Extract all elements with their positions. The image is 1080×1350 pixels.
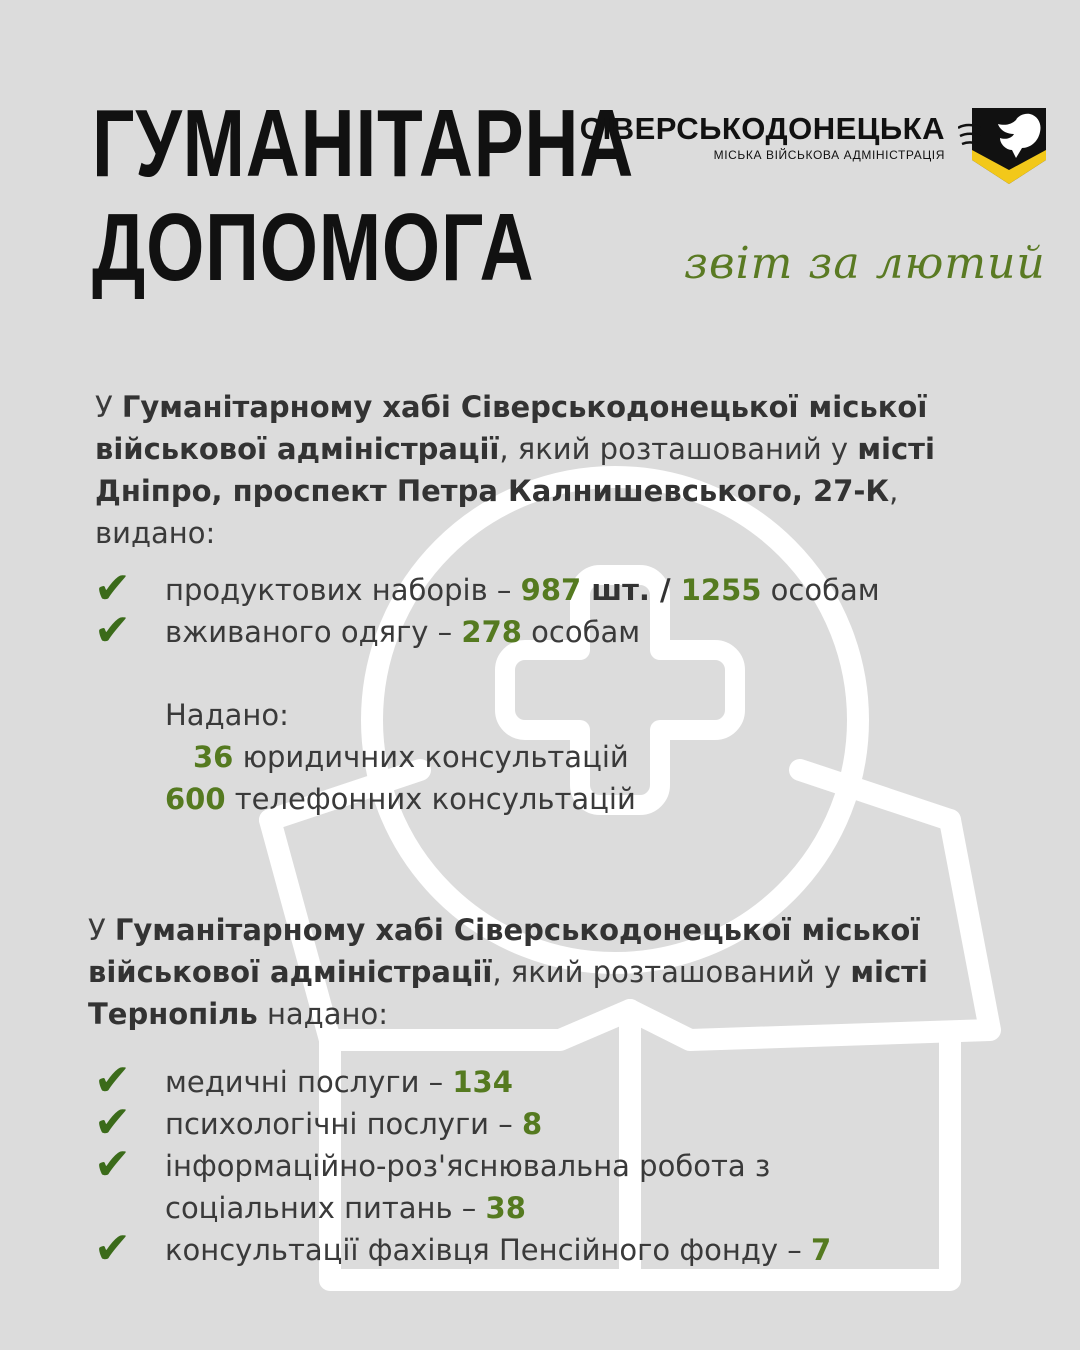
dnipro-issued-list — [92, 563, 880, 656]
list-item: ✔ вживаного одягу – 278 особам — [94, 605, 641, 656]
logo-name: СІВЕРСЬКОДОНЕЦЬКА — [579, 111, 945, 146]
list-item: ✔ медичні послуги – 134 — [94, 1055, 513, 1106]
title-line-1: ГУМАНІТАРНА — [92, 90, 635, 197]
list-item: ✔ інформаційно-роз'яснювальна робота з соціальних питань – 38 — [94, 1139, 771, 1225]
check-icon: ✔ — [94, 1097, 131, 1148]
ternopil-hub-name: Гуманітарному хабі Сіверськодонецької міської військової адміністрації — [88, 913, 921, 989]
city-emblem-icon — [958, 104, 1050, 186]
logo-subtitle: МІСЬКА ВІЙСЬКОВА АДМІНІСТРАЦІЯ — [713, 148, 945, 162]
dnipro-intro: У Гуманітарному хабі Сіверськодонецької міської військової адміністрації, який розташований у місті Дніпро, проспект Петра Калнишевського, 27-К, видано: — [95, 390, 935, 550]
ternopil-intro: У Гуманітарному хабі Сіверськодонецької міської військової адміністрації, який розташований у місті Тернопіль надано: — [88, 913, 928, 1031]
list-item: ✔ продуктових наборів – 987 шт. / 1255 особам — [94, 563, 880, 614]
ternopil-city: місті Тернопіль — [88, 955, 928, 1031]
dnipro-provided — [165, 694, 636, 820]
logo — [580, 112, 945, 162]
check-icon: ✔ — [94, 1223, 131, 1274]
report-subtitle: звіт за лютий — [684, 238, 1046, 289]
consultation-phone: 600 телефонних консультацій — [165, 782, 636, 816]
page-title — [92, 92, 634, 300]
list-item: ✔ психологічні послуги – 8 — [94, 1097, 543, 1148]
dnipro-address: місті Дніпро, проспект Петра Калнишевського, 27-К — [95, 432, 935, 508]
list-item: ✔ консультації фахівця Пенсійного фонду – 7 — [94, 1223, 832, 1274]
title-line-2: ДОПОМОГА — [92, 194, 535, 301]
check-icon: ✔ — [94, 563, 131, 614]
provided-label: Надано: — [165, 698, 289, 732]
check-icon: ✔ — [94, 605, 131, 656]
ternopil-services-list — [92, 1055, 865, 1274]
check-icon: ✔ — [94, 1139, 131, 1190]
check-icon: ✔ — [94, 1055, 131, 1106]
consultation-legal: 36 юридичних консультацій — [193, 740, 629, 774]
dnipro-hub-name: Гуманітарному хабі Сіверськодонецької міської військової адміністрації — [95, 390, 928, 466]
